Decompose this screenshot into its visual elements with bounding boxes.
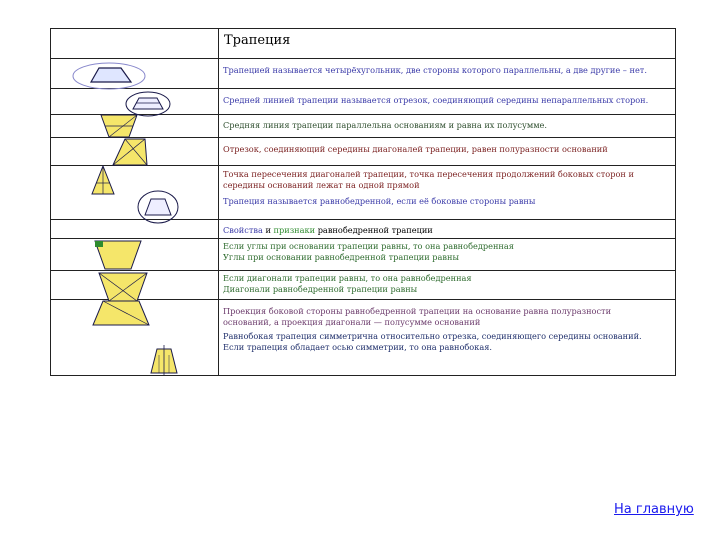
row-divider [51, 58, 675, 59]
text-line: Углы при основании равнобедренной трапеции равны [223, 252, 460, 262]
table-title: Трапеция [224, 33, 291, 48]
text-line: Диагонали равнобедренной трапеции равны [223, 284, 418, 294]
triangle-extension-icon [91, 165, 115, 195]
definition-midline [223, 95, 648, 106]
column-divider [218, 29, 219, 375]
text-line: Точка пересечения диагоналей трапеции, точка пересечения продолжений боковых сторон и [223, 169, 634, 179]
text-line: Средней линией трапеции называется отрезок, соединяющий середины непараллельных сторон. [223, 95, 649, 105]
text-line: Если углы при основании трапеции равны, то она равнобедренная [223, 241, 514, 251]
text-line: Средняя линия трапеции параллельна основаниям и равна их полусумме. [223, 120, 548, 130]
trapezoid-diagonals-icon [111, 137, 149, 167]
symmetry-axis-icon [149, 345, 179, 375]
midline-property [223, 120, 547, 131]
isosceles-angles-icon [93, 237, 143, 273]
text-line: оснований, а проекция диагонали — полусумме оснований [223, 317, 481, 327]
header-word-properties: Свойства [223, 225, 263, 235]
symmetry-property [223, 331, 642, 353]
diagonal-midpoints-property [223, 144, 608, 155]
text-line: Если диагонали трапеции равны, то она равнобедренная [223, 273, 472, 283]
row-divider [51, 238, 675, 239]
text-line: Проекция боковой стороны равнобедренной трапеции на основание равна полуразности [223, 306, 612, 316]
definition-trapezoid [223, 65, 647, 76]
text-line: Равнобокая трапеция симметрична относительно отрезка, соединяющего середины оснований. [223, 331, 642, 341]
definition-isosceles [223, 196, 535, 207]
collinear-points-property [223, 169, 634, 191]
diagonals-criterion [223, 273, 472, 295]
text-line: Трапецией называется четырёхугольник, две стороны которого параллельны, а две другие – нет. [223, 65, 647, 75]
text-line: середины оснований лежат на одной прямой [223, 180, 420, 190]
home-link[interactable]: На главную [614, 502, 694, 517]
angles-criterion [223, 241, 514, 263]
text-line: Трапеция называется равнобедренной, если её боковые стороны равны [223, 196, 536, 206]
theory-table [50, 28, 676, 376]
header-and: и [262, 225, 274, 235]
isosceles-trapezoid-ellipse-icon [133, 189, 183, 225]
projection-icon [91, 299, 151, 327]
text-line: Отрезок, соединяющий середины диагоналей трапеции, равен полуразности оснований [223, 144, 608, 154]
text-line: Если трапеция обладает осью симметрии, то она равнобокая. [223, 342, 493, 352]
properties-header [223, 225, 433, 236]
projection-property [223, 306, 611, 328]
trapezoid-ellipse-icon [69, 61, 149, 91]
header-rest: равнобедренной трапеции [315, 225, 433, 235]
header-word-criteria: признаки [273, 225, 316, 235]
